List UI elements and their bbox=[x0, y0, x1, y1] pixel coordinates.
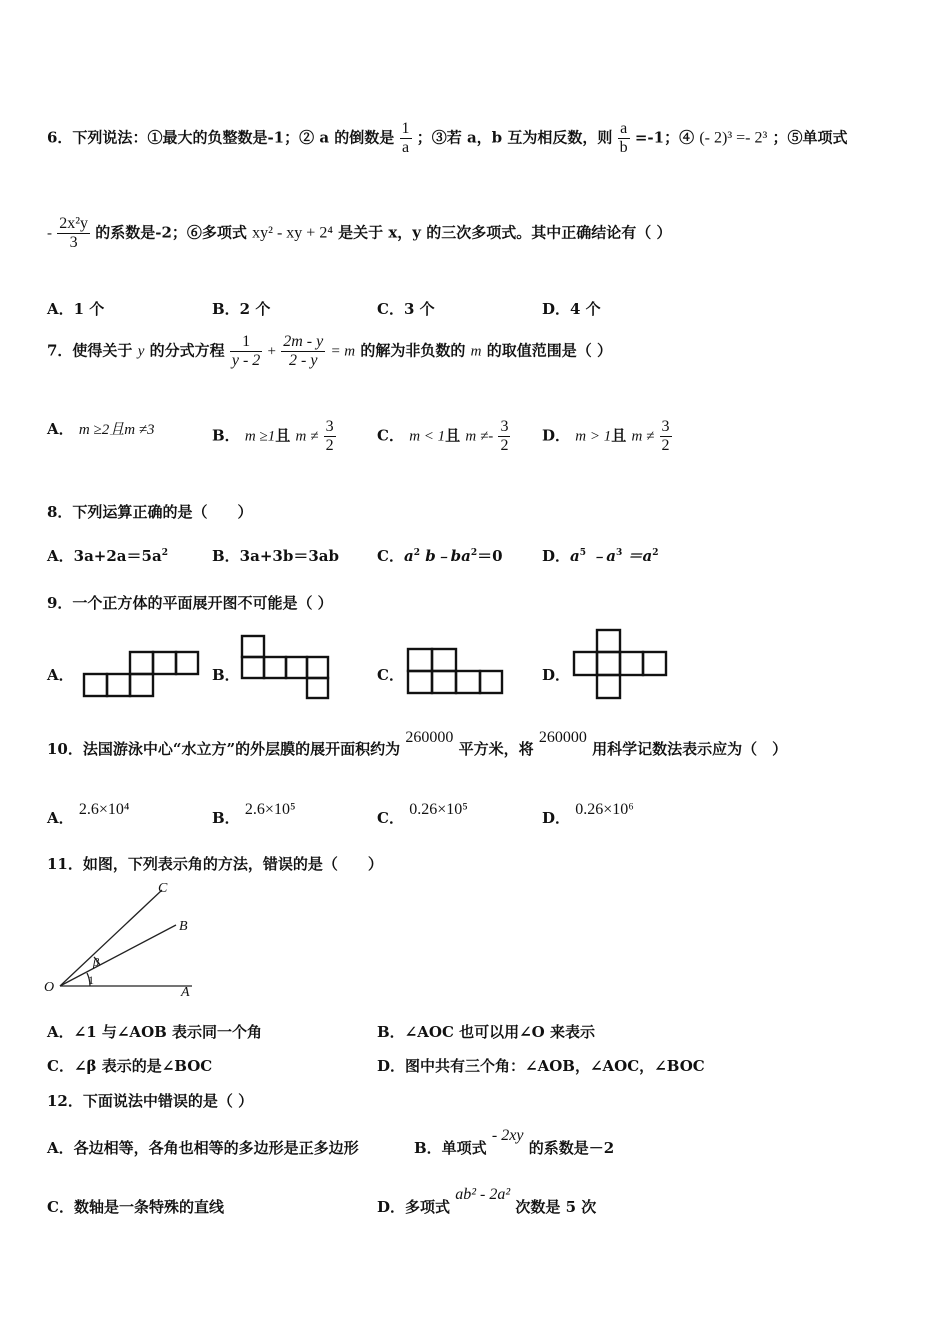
polynomial-expression: xy² - xy + 2⁴ bbox=[252, 224, 333, 242]
q10-option-c[interactable]: C． 0.26×10⁵ bbox=[377, 801, 468, 827]
q12-option-b[interactable]: B．单项式 - 2xy 的系数是－2 bbox=[414, 1127, 615, 1157]
q12-option-a[interactable]: A．各边相等，各角也相等的多边形是正多边形 bbox=[47, 1139, 359, 1157]
q8-stem: 8．下列运算正确的是（ ） bbox=[47, 503, 253, 521]
q8-option-b[interactable]: B．3a+3b＝3ab bbox=[212, 547, 339, 565]
q9-option-c-label[interactable]: C． bbox=[377, 666, 404, 684]
q11-option-b[interactable]: B．∠AOC 也可以用∠O 来表示 bbox=[377, 1023, 595, 1041]
label-1: 1 bbox=[88, 973, 94, 987]
q9-option-a-label[interactable]: A． bbox=[47, 666, 74, 684]
q6-option-d[interactable]: D．4 个 bbox=[542, 300, 601, 318]
label-o: O bbox=[44, 980, 55, 995]
q11-option-c[interactable]: C．∠β 表示的是∠BOC bbox=[47, 1057, 213, 1075]
cube-net-a[interactable] bbox=[82, 650, 200, 698]
fraction-3-over-2: $\frac{3}{2}$ bbox=[661, 418, 670, 454]
fraction-2m-minus-y: $\frac{2m - y}{2 - y}$ bbox=[283, 333, 324, 369]
q6-option-c[interactable]: C．3 个 bbox=[377, 300, 435, 318]
q6-option-b[interactable]: B．2 个 bbox=[212, 300, 271, 318]
q10-option-a[interactable]: A． 2.6×10⁴ bbox=[47, 801, 130, 827]
q9-option-d-label[interactable]: D． bbox=[542, 666, 571, 684]
q7-option-d[interactable]: D． m > 1且 m ≠ $\frac{3}{2}$ bbox=[542, 418, 670, 454]
q10-stem: 10．法国游泳中心“水立方”的外层膜的展开面积约为 260000 平方米，将 260000 用科学记数法表示应为（ ） bbox=[47, 729, 788, 758]
q11-stem: 11．如图，下列表示角的方法，错误的是（ ） bbox=[47, 855, 383, 873]
cube-net-d[interactable] bbox=[572, 628, 668, 700]
q12-option-c[interactable]: C．数轴是一条特殊的直线 bbox=[47, 1198, 224, 1216]
monomial-fraction: $\frac{\text{2x²y}}{3}$ bbox=[59, 215, 89, 251]
q7-option-c[interactable]: C． m < 1且 m ≠- $\frac{3}{2}$ bbox=[377, 418, 509, 454]
angle-figure bbox=[42, 878, 198, 1000]
q12-stem: 12．下面说法中错误的是（ ） bbox=[47, 1092, 254, 1110]
q11-option-a[interactable]: A．∠1 与∠AOB 表示同一个角 bbox=[47, 1023, 263, 1041]
q7-option-b[interactable]: B． m ≥1且 m ≠ $\frac{3}{2}$ bbox=[212, 418, 334, 454]
q7-stem: 7．使得关于 y 的分式方程 $\frac{1}{y - 2}$ + $\frac{2m - y}{2 - y}$ = m 的解为非负数的 m 的取值范围是（ ） bbox=[47, 333, 612, 369]
fraction-3-over-2: $\frac{3}{2}$ bbox=[325, 418, 334, 454]
fraction-a-over-b: $\frac{a}{b}$ bbox=[619, 120, 628, 156]
fraction-1-over-a: $\frac{1}{a}$ bbox=[401, 120, 410, 156]
q11-option-d[interactable]: D．图中共有三个角：∠AOB，∠AOC，∠BOC bbox=[377, 1057, 705, 1075]
q9-stem: 9．一个正方体的平面展开图不可能是（ ） bbox=[47, 594, 333, 612]
q7-option-a[interactable]: A． m ≥2且m ≠3 bbox=[47, 420, 155, 438]
q8-option-c[interactable]: C．$a^2$ $b﹣ba^2=0$ bbox=[377, 547, 503, 565]
fraction-1-over-y-minus-2: $\frac{1}{y - 2}$ bbox=[231, 333, 261, 369]
q6-stem-line2: - $\frac{\text{2x²y}}{3}$ 的系数是-2；⑥多项式 xy² - xy + 2⁴ 是关于 x，y 的三次多项式。其中正确结论有（ ） bbox=[47, 215, 672, 251]
q8-option-d[interactable]: D．$a^5$ $﹣a^3 =a^2$ bbox=[542, 547, 659, 565]
cube-net-c[interactable] bbox=[406, 647, 504, 695]
q9-option-b-label[interactable]: B． bbox=[212, 666, 240, 684]
label-beta: β bbox=[93, 955, 99, 969]
label-b: B bbox=[179, 919, 188, 934]
q10-option-d[interactable]: D． 0.26×10⁶ bbox=[542, 801, 634, 827]
q6-stem: 6．下列说法：①最大的负整数是-1；② a 的倒数是 $\frac{1}{a}$ ；③若 a，b 互为相反数，则 $\frac{a}{b}$ =-1；④ (- 2)³ =- 2³ ；⑤单项式 bbox=[47, 120, 848, 156]
cube-net-b[interactable] bbox=[240, 634, 330, 700]
q12-option-d[interactable]: D．多项式 ab² - 2a² 次数是 5 次 bbox=[377, 1186, 597, 1216]
math-power-expression: (- 2)³ =- 2³ bbox=[699, 129, 768, 147]
q6-option-a[interactable]: A．1 个 bbox=[47, 300, 105, 318]
label-a: A bbox=[181, 985, 190, 1000]
fraction-3-over-2: $\frac{3}{2}$ bbox=[500, 418, 509, 454]
q10-option-b[interactable]: B． 2.6×10⁵ bbox=[212, 801, 296, 827]
q8-option-a[interactable]: A．$3a+2a=5a^2$ bbox=[47, 547, 168, 565]
label-c: C bbox=[158, 881, 168, 896]
